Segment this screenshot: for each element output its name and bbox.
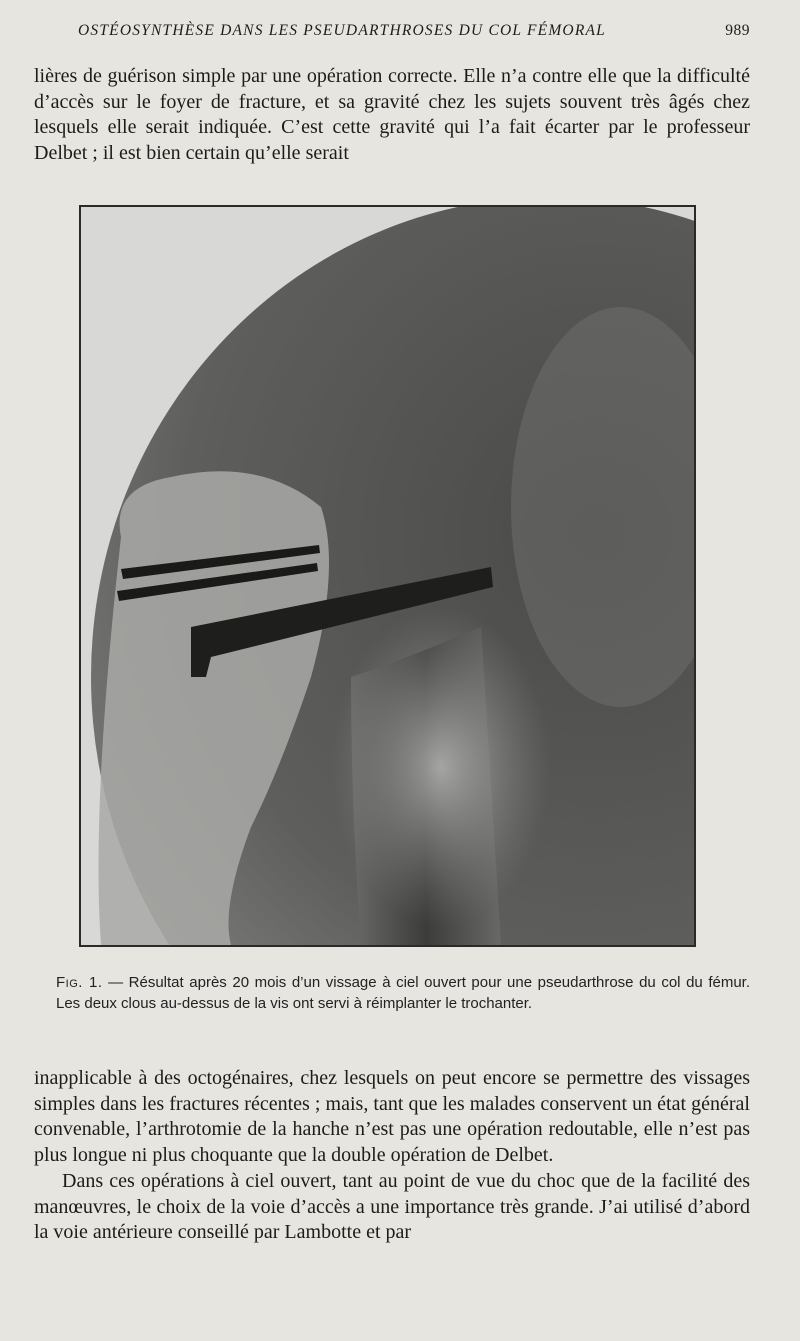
running-head (78, 22, 750, 42)
figure-radiograph (79, 205, 696, 947)
text-block-top (34, 64, 750, 166)
figure-caption (56, 972, 750, 1014)
figure-label: Fig. 1. (56, 974, 103, 991)
paragraph: inapplicable à des octogénaires, chez lesquels on peut encore se permettre des vissages simples dans les fractures récentes ; mais, tant que les malades conservent un état général convenable, l’arthrotomie de la hanche n’est pas une opération redoutable, elle n’est pas plus longue ni plus choquante que la double opération de Delbet. (34, 1067, 750, 1166)
paragraph: Dans ces opérations à ciel ouvert, tant au point de vue du choc que de la facilité des manœuvres, le choix de la voie d’accès a une importance très grande. J’ai utilisé d’abord la voie antérieure conseillé par Lambotte et par (34, 1170, 750, 1243)
running-head-title: OSTÉOSYNTHÈSE DANS LES PSEUDARTHROSES DU COL FÉMORAL (78, 22, 606, 39)
text-block-bottom (34, 1066, 750, 1246)
paragraph: lières de guérison simple par une opération correcte. Elle n’a contre elle que la difficulté d’accès sur le foyer de fracture, et sa gravité chez les sujets souvent très âgés chez lesquels elle serait indiquée. C’est cette gravité qui l’a fait écarter par le professeur Delbet ; il est bien certain qu’elle serait (34, 65, 750, 164)
page-number: 989 (725, 22, 750, 39)
figure-caption-text: — Résultat après 20 mois d’un vissage à ciel ouvert pour une pseudarthrose du col du fémur. Les deux clous au-dessus de la vis ont servi à réimplanter le trochanter. (56, 974, 750, 1012)
radiograph-image (81, 207, 694, 945)
soft-tissue-highlight (331, 607, 551, 927)
